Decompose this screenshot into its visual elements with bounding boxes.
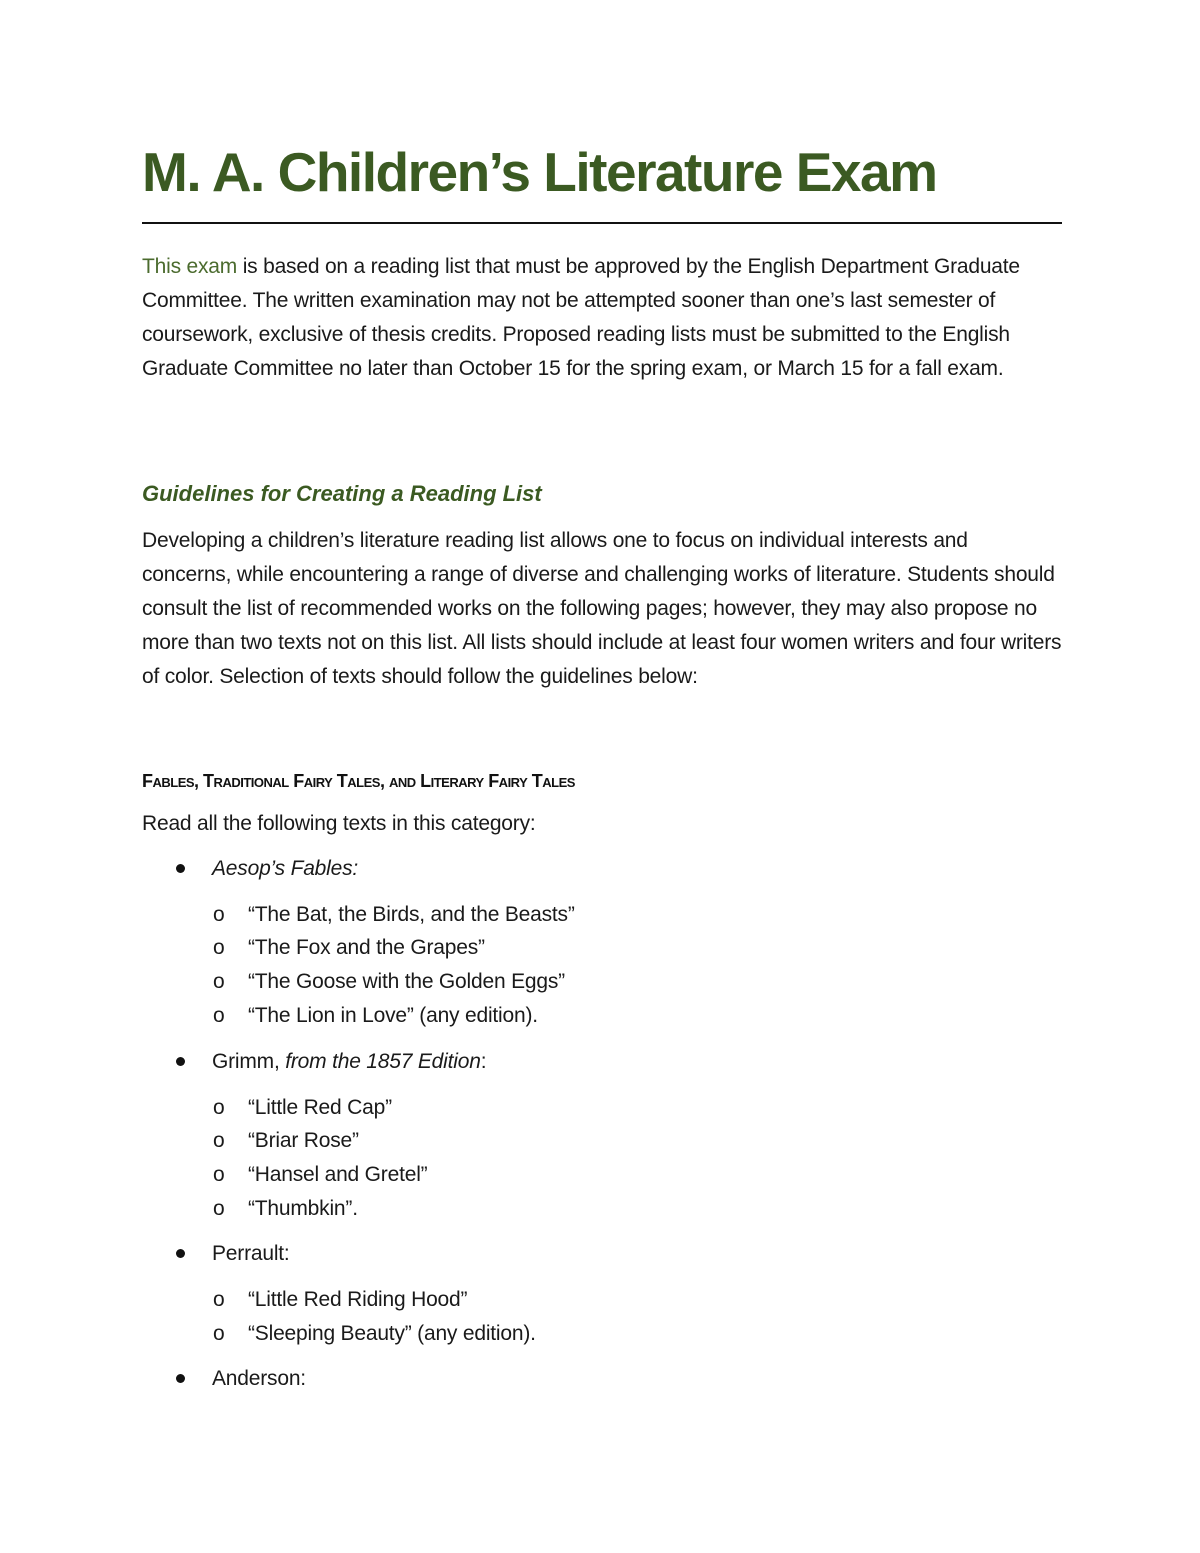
- list-item-author: Aesop’s Fables:: [212, 857, 359, 880]
- category-heading: Fables, Traditional Fairy Tales, and Literary Fairy Tales: [142, 771, 575, 791]
- bullet-icon: [176, 864, 185, 873]
- sub-bullet-icon: o: [213, 936, 225, 959]
- list-item: “Briar Rose”: [248, 1129, 359, 1152]
- bullet-icon: [176, 1374, 185, 1383]
- intro-paragraph: [142, 250, 1062, 386]
- sub-bullet-icon: o: [213, 1197, 225, 1220]
- author-name: Grimm,: [212, 1050, 286, 1073]
- guidelines-paragraph: Developing a children’s literature reading list allows one to focus on individual interests and concerns, while encountering a range of diverse and challenging works of literature. Students should consult the list of recommended works on the following pages; however, they may also propose no more than two texts not on this list. All lists should include at least four women writers and four writers of color. Selection of texts should follow the guidelines below:: [142, 529, 1062, 688]
- sub-bullet-icon: o: [213, 1004, 225, 1027]
- list-item-author: [212, 1045, 486, 1079]
- list-item: “The Fox and the Grapes”: [248, 936, 485, 959]
- list-item-author: Perrault:: [212, 1242, 290, 1265]
- sub-bullet-icon: o: [213, 1163, 225, 1186]
- list-item: “Thumbkin”.: [248, 1197, 358, 1220]
- author-edition: from the 1857 Edition: [285, 1050, 481, 1073]
- sub-bullet-icon: o: [213, 903, 225, 926]
- author-colon: :: [480, 1050, 487, 1073]
- list-item: “The Goose with the Golden Eggs”: [248, 970, 565, 993]
- sub-bullet-icon: o: [213, 1322, 225, 1345]
- bullet-icon: [176, 1249, 185, 1258]
- list-item: “Hansel and Gretel”: [248, 1163, 428, 1186]
- guidelines-heading: Guidelines for Creating a Reading List: [142, 481, 542, 506]
- title-divider: [142, 222, 1062, 224]
- intro-text: is based on a reading list that must be approved by the English Department Graduate Committee. The written examination may not be attempted sooner than one’s last semester of coursework, exclusive of thesis credits. Proposed reading lists must be submitted to the English Graduate Committee no later than October 15 for the spring exam, or March 15 for a fall exam.: [142, 255, 1020, 380]
- list-item: “The Bat, the Birds, and the Beasts”: [248, 903, 575, 926]
- category-instruction: Read all the following texts in this category:: [142, 812, 536, 835]
- bullet-icon: [176, 1057, 185, 1066]
- page-title: M. A. Children’s Literature Exam: [142, 141, 937, 203]
- sub-bullet-icon: o: [213, 1129, 225, 1152]
- list-item: “Sleeping Beauty” (any edition).: [248, 1322, 536, 1345]
- intro-lead: This exam: [142, 255, 238, 278]
- list-item-author: Anderson:: [212, 1367, 306, 1390]
- list-item: “Little Red Riding Hood”: [248, 1288, 468, 1311]
- list-item: “The Lion in Love” (any edition).: [248, 1004, 538, 1027]
- sub-bullet-icon: o: [213, 970, 225, 993]
- sub-bullet-icon: o: [213, 1096, 225, 1119]
- list-item: “Little Red Cap”: [248, 1096, 392, 1119]
- sub-bullet-icon: o: [213, 1288, 225, 1311]
